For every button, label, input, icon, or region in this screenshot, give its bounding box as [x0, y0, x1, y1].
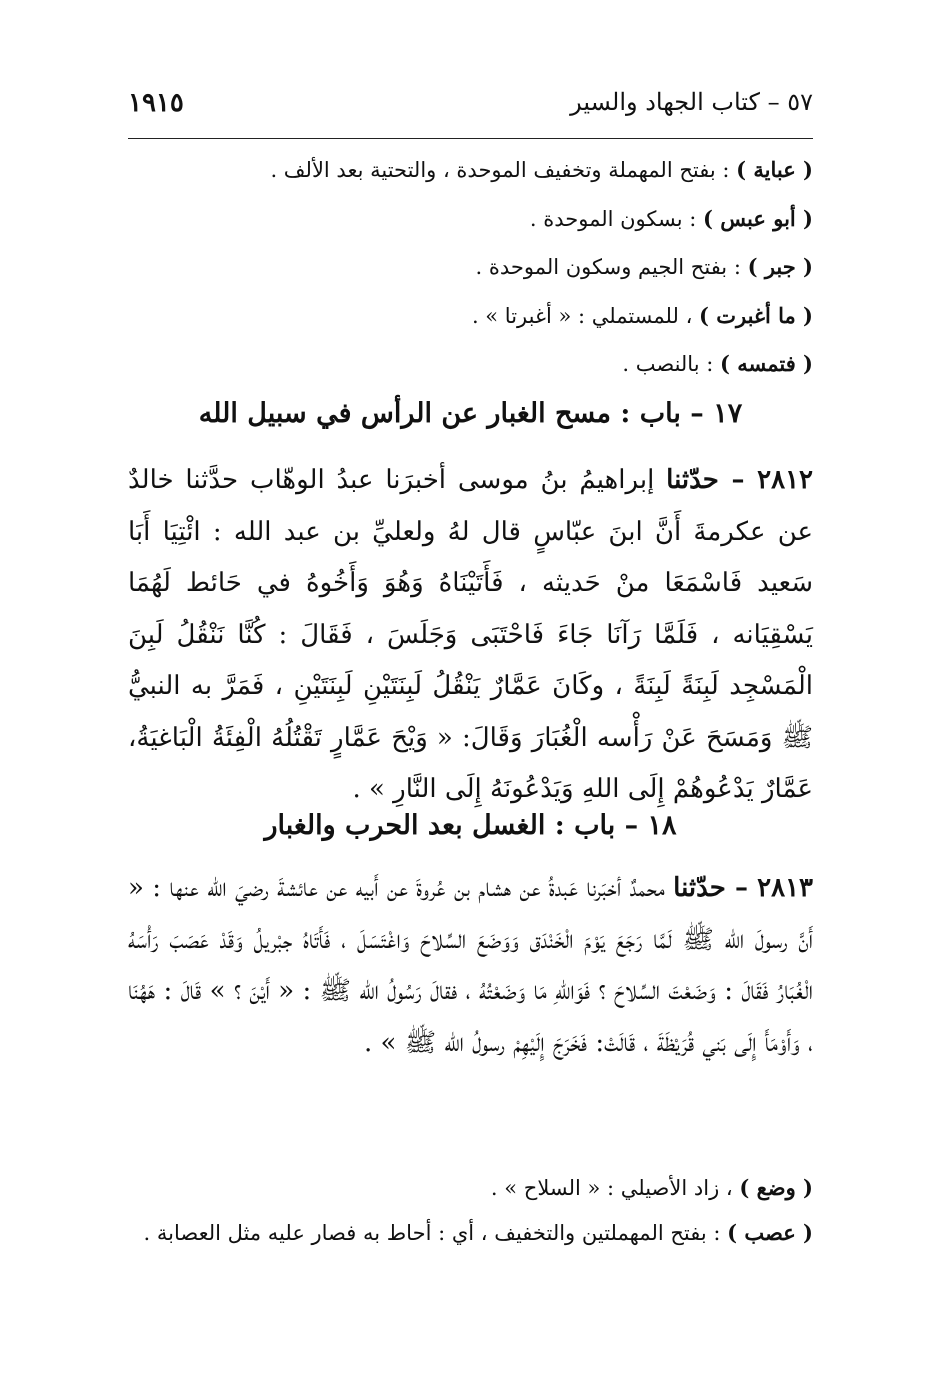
- note-term: ( فتمسه ): [719, 351, 813, 376]
- note-fatamassahu: [128, 340, 813, 389]
- notes-top: [128, 146, 813, 389]
- note-jabr: [128, 243, 813, 292]
- notes-bottom: [128, 1164, 813, 1253]
- note-abu-abs: [128, 195, 813, 244]
- chapter-heading-17: ١٧ – باب : مسح الغبار عن الرأس في سبيل الله: [198, 398, 743, 429]
- note-wadaa: [128, 1164, 813, 1213]
- note-abaya: [128, 146, 813, 195]
- note-term: ( جبر ): [747, 254, 813, 279]
- hadith-2812: [128, 455, 813, 816]
- note-text: ، للمستملي : « أغبرتا » .: [471, 303, 700, 328]
- note-asab: [128, 1213, 813, 1253]
- hadith-text: إبراهيمُ بنُ موسى أخبرَنا عبدُ الوهّاب حدَّثنا خالدٌ عن عكرمةَ أَنَّ ابنَ عبّاسٍ قال لهُ ولعليِّ بن عبد الله : ائْتِيَا أَبَا سَعيد فَاسْمَعَا منْ حَديثه ، فَأَتَيْنَاهُ وَهُوَ وَأَخُوهُ في حَائط لَهُمَا يَسْقِيَانه ، فَلَمَّا رَآنَا جَاءَ فَاحْتَبَى وَجَلَسَ ، فَقَالَ : كُنَّا نَنْقُلُ لَبِنَ الْمَسْجِد لَبِنَةً لَبِنَةً ، وكَانَ عَمَّارٌ يَنْقُلُ لَبِنَتَيْنِ لَبِنَتَيْنِ ، فَمَرَّ به النبيُّ ﷺ وَمَسَحَ عَنْ رَأْسه الْغُبَارَ وَقَالَ: « وَيْحَ عَمَّارٍ تَقْتُلُهُ الْفِئَةُ الْبَاغيَةُ، عَمَّارٌ يَدْعُوهُمْ إِلَى اللهِ وَيَدْعُونَهُ إِلَى النَّارِ » .: [128, 465, 813, 804]
- note-text: : بفتح الجيم وسكون الموحدة .: [475, 255, 748, 279]
- header-rule: [128, 138, 813, 139]
- note-term: ( أبو عبس ): [703, 205, 813, 231]
- hadith-text: محمدٌ أخبَرنا عَبدةُ عن هشام بن عُروةَ عن أَبيه عن عائشةَ رضيَ الله عنها : « أَنَّ رسولَ الله ﷺ لَمَّا رَجَعَ يَوْمَ الْخَنْدَق وَوَضَعَ السِّلاحَ وَاغْتَسَلَ ، فَأَتَاهُ جبْريلُ وَقَدْ عَصَبَ رَأْسَهُ الْغُبَارُ فَقَالَ : وَضَعْتَ السِّلاحَ ؟ فَوَاللهِ مَا وَضَعْتُهُ ، فقالَ رَسُولُ الله ﷺ : « أَيْنَ ؟ » قَالَ : هَهُنَا ، وَأَوْمَأَ إِلَى بَني قُرَيْظَةَ ، قَالَتْ: فَخَرَجَ إِلَيْهِمْ رسولُ الله ﷺ » .: [128, 873, 813, 1058]
- chapter-title: ٥٧ – كتاب الجهاد والسير: [570, 88, 813, 116]
- page-number: ١٩١٥: [128, 88, 184, 118]
- page-header: [128, 88, 813, 128]
- note-text: : بسكون الموحدة .: [529, 206, 704, 231]
- note-term: ( ما أغبرت ): [699, 302, 813, 328]
- hadith-number: ٢٨١٢ – حدّثنا: [666, 465, 813, 495]
- note-text: : بفتح المهملة وتخفيف الموحدة ، والتحتية بعد الألف .: [270, 158, 737, 182]
- note-term: ( عباية ): [736, 157, 813, 182]
- note-text: : بفتح المهملتين والتخفيف ، أي : أحاط به فصار عليه مثل العصابة .: [143, 1220, 728, 1245]
- note-term: ( عصب ): [727, 1219, 813, 1245]
- chapter-heading-18: ١٨ – باب : الغسل بعد الحرب والغبار: [264, 810, 677, 841]
- hadith-number: ٢٨١٣ – حدّثنا: [673, 873, 814, 903]
- note-text: ، زاد الأصيلي : « السلاح » .: [490, 1176, 740, 1200]
- hadith-2813: [128, 863, 813, 1069]
- note-term: ( وضع ): [739, 1175, 813, 1200]
- book-page: [128, 0, 813, 1384]
- note-text: : بالنصب .: [622, 352, 720, 376]
- note-ma-aghbarat: [128, 292, 813, 341]
